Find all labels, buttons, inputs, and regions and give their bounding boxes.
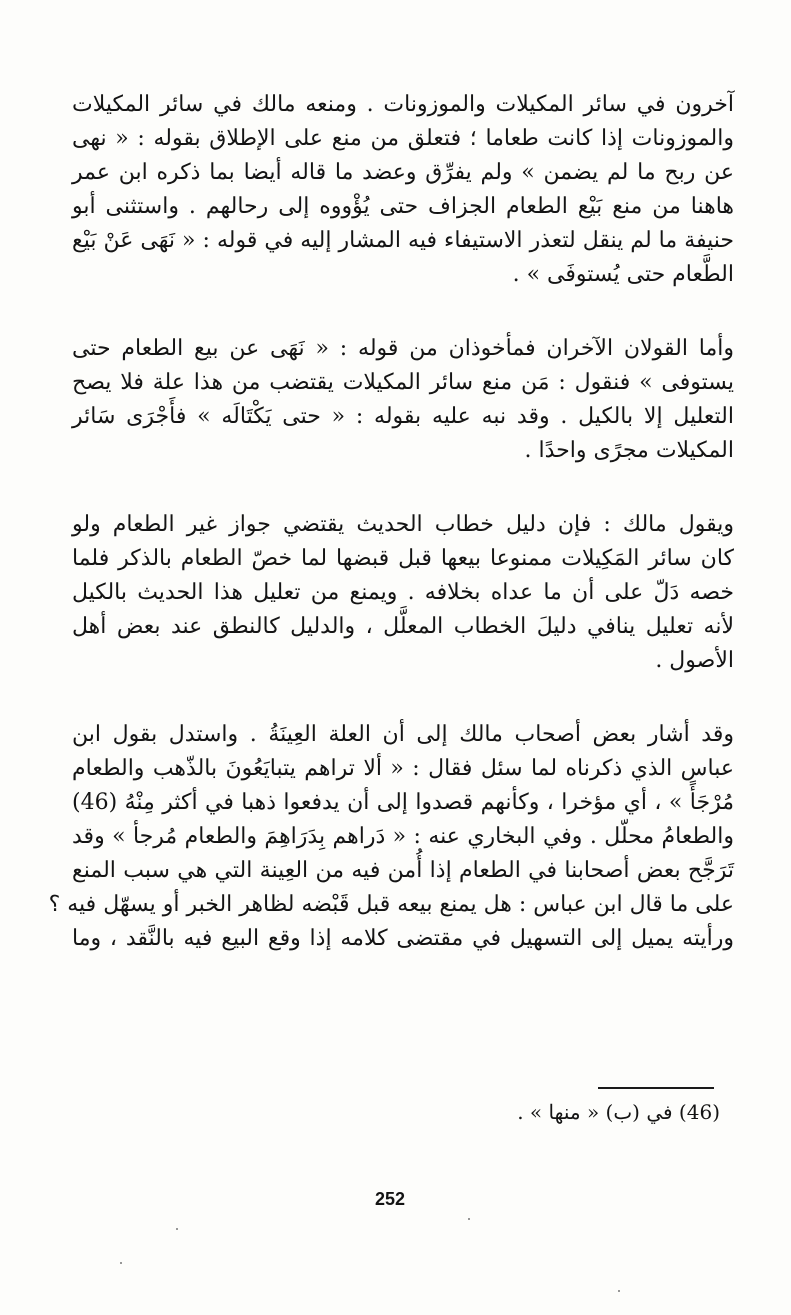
- text-line: آخرون في سائر المكيلات والموزونات . ومنعه مالك في سائر المكيلات: [72, 92, 734, 117]
- text-line: تَرَجَّح بعض أصحابنا في الطعام إذا أُمن فيه من العِينة التي هي سبب المنع: [72, 858, 734, 883]
- text-line: لأنه تعليل ينافي دليلَ الخطاب المعلَّل ، والدليل كالنطق عند بعض أهل: [72, 614, 734, 639]
- paragraph-3: [72, 508, 734, 678]
- text-line: عباس الذي ذكرناه لما سئل فقال : « ألا تراهم يتبايَعُونَ بالذّهب والطعام: [72, 756, 734, 781]
- text-line: الطَّعام حتى يُستوفَى » .: [512, 262, 734, 287]
- text-line: وأما القولان الآخران فمأخوذان من قوله : « نَهَى عن بيع الطعام حتى: [72, 336, 734, 361]
- text-line: كان سائر المَكِيلات ممنوعا بيعها قبل قبضها لما خصّ الطعام بالذكر فلما: [72, 546, 734, 571]
- text-line: خصه دَلّ على أن ما عداه بخلافه . ويمنع من تعليل هذا الحديث بالكيل: [72, 580, 734, 605]
- footnote: (46) في (ب) « منها » .: [517, 1100, 720, 1124]
- text-line: على ما قال ابن عباس : هل يمنع بيعه قبل قَبْضه لظاهر الخبر أو يسهّل فيه ؟: [48, 892, 734, 917]
- text-line: مُرْجَأً » ، أي مؤخرا ، وكأنهم قصدوا إلى أن يدفعوا ذهبا في أكثر مِنْهُ (46): [72, 790, 734, 815]
- text-line: الأصول .: [655, 648, 734, 673]
- paragraph-4: [48, 718, 734, 956]
- main-text: [48, 88, 734, 956]
- text-line: يستوفى » فنقول : مَن منع سائر المكيلات يقتضب من هذا علة فلا يصح: [72, 370, 734, 395]
- paragraph-2: [72, 332, 734, 468]
- text-line: ويقول مالك : فإن دليل خطاب الحديث يقتضي جواز غير الطعام ولو: [72, 512, 734, 537]
- footnote-divider: [598, 1087, 714, 1089]
- text-line: التعليل إلا بالكيل . وقد نبه عليه بقوله : « حتى يَكْتَالَه » فأَجْرَى سَائر: [72, 404, 734, 429]
- text-line: حنيفة ما لم ينقل لتعذر الاستيفاء فيه المشار إليه في قوله : « نَهَى عَنْ بَيْع: [72, 228, 734, 253]
- text-line: وقد أشار بعض أصحاب مالك إلى أن العلة العِينَةُ . واستدل بقول ابن: [72, 722, 734, 747]
- text-line: ورأيته يميل إلى التسهيل في مقتضى كلامه إذا وقع البيع فيه بالنَّقد ، وما: [72, 926, 734, 951]
- text-line: هاهنا من منع بَيْع الطعام الجزاف حتى يُؤْووه إلى رحالهم . واستثنى أبو: [72, 194, 734, 219]
- paragraph-1: [72, 88, 734, 292]
- page-number: 252: [374, 1189, 406, 1209]
- text-line: والطعامُ محلّل . وفي البخاري عنه : « دَراهم بِدَرَاهِمَ والطعام مُرجأ » وقد: [72, 824, 734, 849]
- text-line: المكيلات مجرًى واحدًا .: [524, 438, 734, 463]
- text-line: عن ربح ما لم يضمن » ولم يفرِّق وعضد ما قاله أيضا بما ذكره ابن عمر: [72, 160, 734, 185]
- text-line: والموزونات إذا كانت طعاما ؛ فتعلق من منع على الإطلاق بقوله : « نهى: [72, 126, 734, 151]
